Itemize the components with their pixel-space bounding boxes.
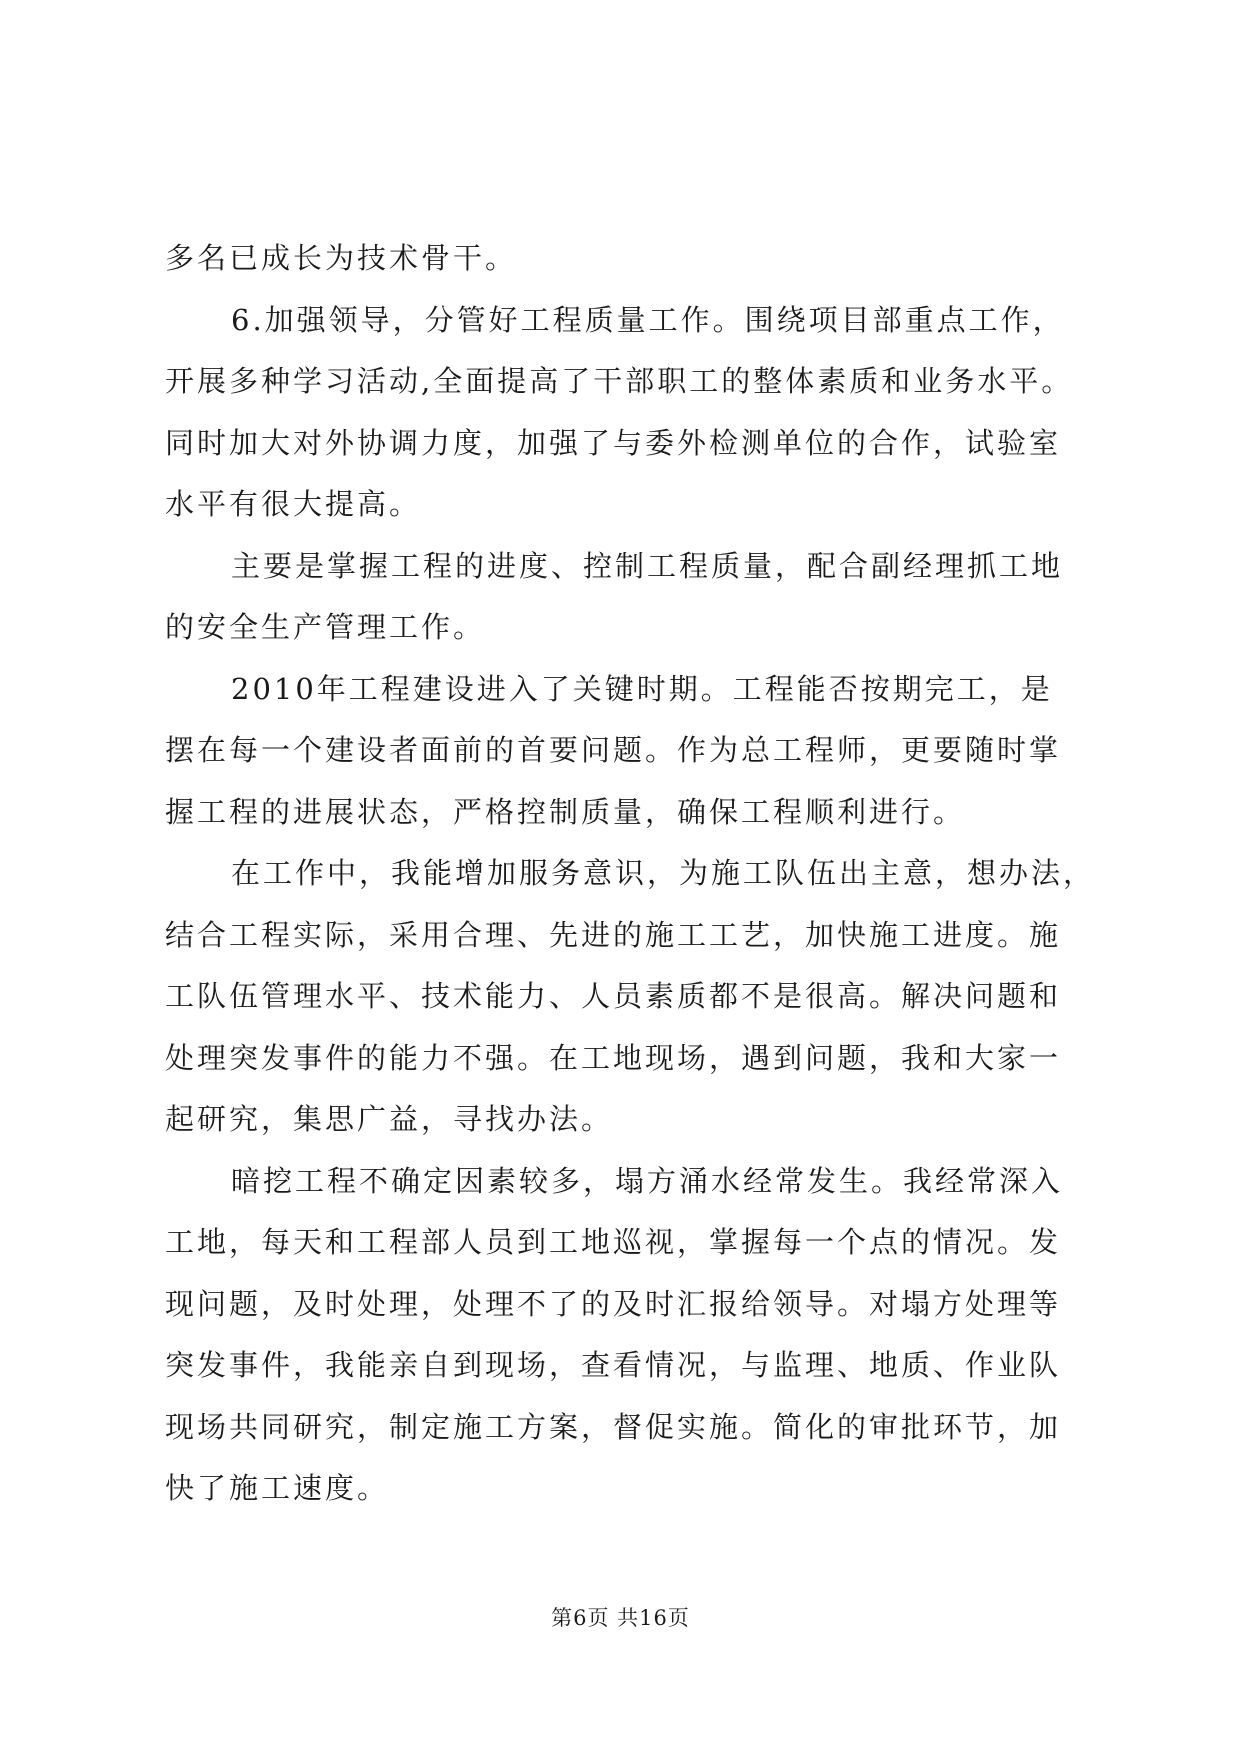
text-line: 现场共同研究，制定施工方案，督促实施。简化的审批环节，加 — [165, 1409, 1062, 1444]
text-line: 握工程的进展状态，严格控制质量，确保工程顺利进行。 — [165, 794, 966, 829]
text-line: 同时加大对外协调力度，加强了与委外检测单位的合作，试验室 — [165, 425, 1062, 460]
text-line: 6.加强领导，分管好工程质量工作。围绕项目部重点工作， — [231, 302, 1065, 337]
text-line: 多名已成长为技术骨干。 — [165, 241, 518, 275]
text-line: 摆在每一个建设者面前的首要问题。作为总工程师，更要随时掌 — [165, 733, 1062, 767]
text-line: 快了施工速度。 — [165, 1471, 390, 1505]
text-line: 暗挖工程不确定因素较多，塌方涌水经常发生。我经常深入 — [231, 1163, 1064, 1198]
text-line: 结合工程实际，采用合理、先进的施工工艺，加快施工进度。施 — [165, 917, 1062, 952]
text-line: 工地，每天和工程部人员到工地巡视，掌握每一个点的情况。发 — [165, 1225, 1062, 1259]
text-line: 起研究，集思广益，寻找办法。 — [165, 1102, 614, 1136]
text-line: 2010年工程建设进入了关键时期。工程能否按期完工，是 — [231, 671, 1053, 706]
text-line: 工队伍管理水平、技术能力、人员素质都不是很高。解决问题和 — [165, 979, 1062, 1013]
text-line: 现问题，及时处理，处理不了的及时汇报给领导。对塌方处理等 — [165, 1286, 1062, 1321]
text-line: 水平有很大提高。 — [165, 487, 422, 521]
body-text — [165, 228, 1095, 1520]
text-line: 开展多种学习活动,全面提高了干部职工的整体素质和业务水平。 — [165, 364, 1074, 398]
text-line: 突发事件，我能亲自到现场，查看情况，与监理、地质、作业队 — [165, 1348, 1062, 1382]
text-line: 在工作中，我能增加服务意识，为施工队伍出主意，想办法， — [231, 856, 1096, 890]
text-line: 的安全生产管理工作。 — [165, 610, 486, 644]
text-line: 处理突发事件的能力不强。在工地现场，遇到问题，我和大家一 — [165, 1040, 1062, 1075]
page-footer: 第6页 共16页 — [551, 1606, 690, 1630]
text-line: 主要是掌握工程的进度、控制工程质量，配合副经理抓工地 — [231, 548, 1064, 583]
